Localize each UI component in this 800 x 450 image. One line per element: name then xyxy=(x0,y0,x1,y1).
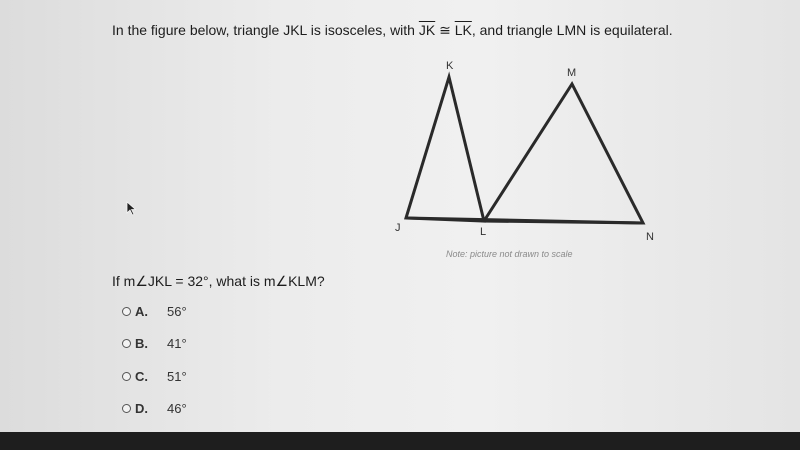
choice-a[interactable] xyxy=(122,301,187,321)
label-n: N xyxy=(646,231,654,243)
question-prompt: If m∠JKL = 32°, what is m∠KLM? xyxy=(112,273,325,289)
choice-b[interactable] xyxy=(122,333,187,353)
choice-d-value: 46° xyxy=(167,400,187,416)
choice-c-value: 51° xyxy=(167,368,187,384)
choice-c-letter: C. xyxy=(135,368,148,384)
question-text-end: , and triangle LMN is equilateral. xyxy=(471,22,673,38)
label-k: K xyxy=(446,60,454,72)
choice-a-value: 56° xyxy=(167,303,187,319)
choice-b-value: 41° xyxy=(167,335,187,351)
scale-note: Note: picture not drawn to scale xyxy=(446,249,573,259)
question-text-start: In the figure below, triangle JKL is isosceles, with xyxy=(112,22,419,38)
segment-jk: $\overline{JK}$ xyxy=(418,22,436,38)
radio-button-d[interactable] xyxy=(122,404,131,413)
choice-a-letter: A. xyxy=(135,303,148,319)
screen-bottom-bezel xyxy=(0,432,800,450)
choice-b-letter: B. xyxy=(135,335,148,351)
radio-button-c[interactable] xyxy=(122,372,131,381)
radio-button-b[interactable] xyxy=(122,339,131,348)
triangle-jkl xyxy=(406,77,484,221)
congruent-symbol: ≅ xyxy=(439,22,451,38)
mouse-cursor-icon xyxy=(126,201,138,217)
choice-d-letter: D. xyxy=(135,400,148,416)
label-j: J xyxy=(395,222,401,234)
label-m: M xyxy=(567,67,577,79)
radio-button-a[interactable] xyxy=(122,307,131,316)
choice-c[interactable] xyxy=(122,366,187,386)
label-l: L xyxy=(480,226,487,238)
segment-lk: $\overline{LK}$ xyxy=(454,22,472,38)
choice-d[interactable] xyxy=(122,398,187,418)
triangle-lmn xyxy=(484,84,643,223)
